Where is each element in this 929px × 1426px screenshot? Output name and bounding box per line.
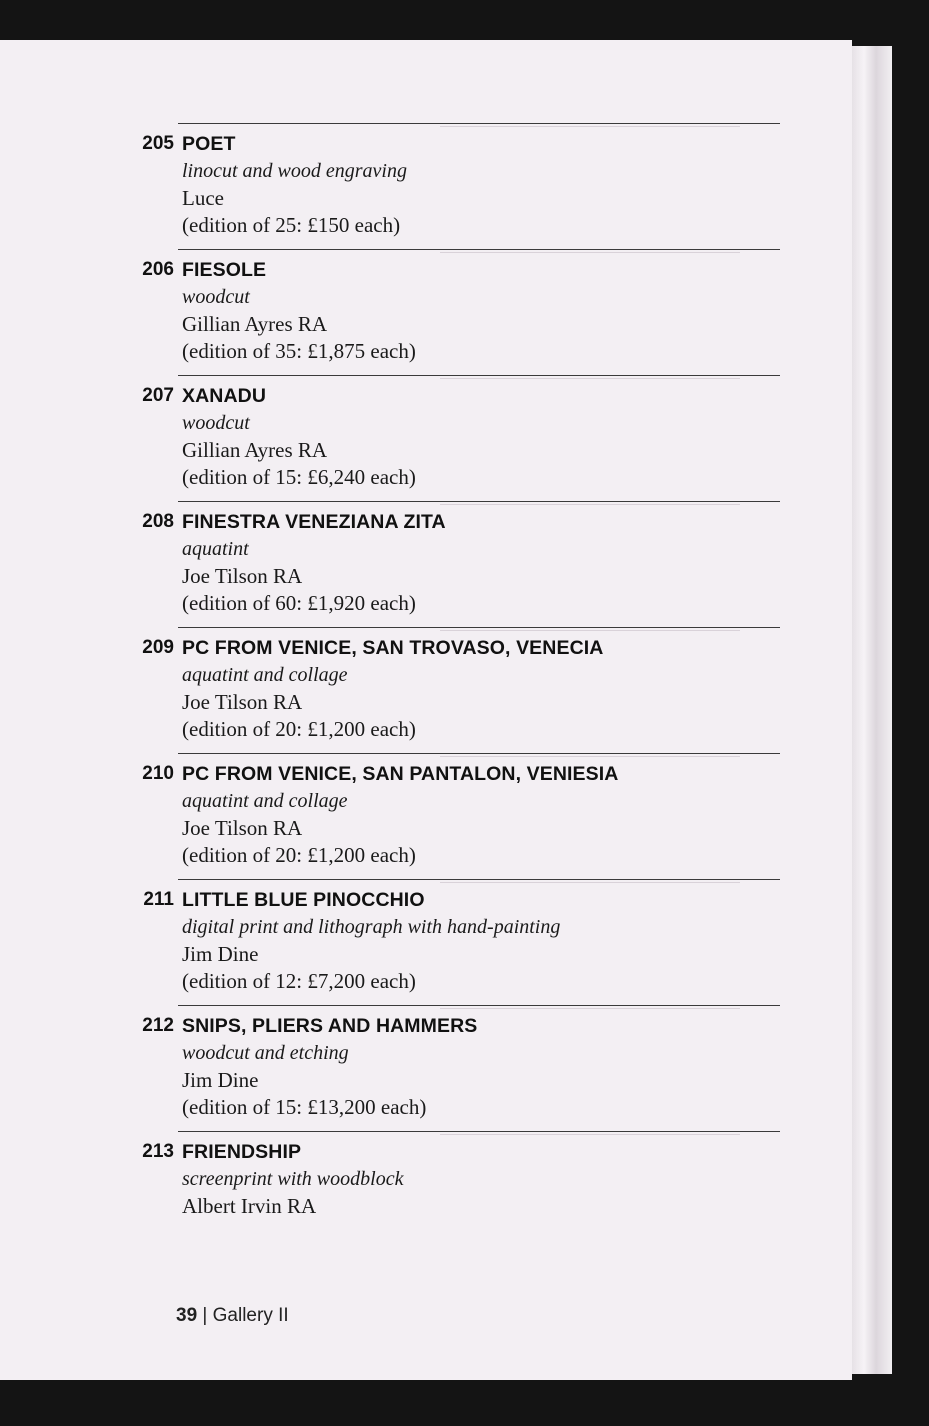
lot-title: POET [182,133,236,155]
lot-number: 207 [142,385,174,406]
lot-medium: woodcut [182,412,250,434]
lot-edition: (edition of 20: £1,200 each) [182,843,416,867]
lot-artist: Gillian Ayres RA [182,312,328,336]
lot-number: 209 [142,637,174,658]
lot-medium: aquatint [182,538,249,560]
entry-rule [178,249,780,250]
lot-edition: (edition of 60: £1,920 each) [182,591,416,615]
lot-number: 205 [142,133,174,154]
entry-rule [178,375,780,376]
lot-title: SNIPS, PLIERS AND HAMMERS [182,1015,478,1037]
lot-artist: Jim Dine [182,1068,259,1092]
lot-edition: (edition of 15: £13,200 each) [182,1095,427,1119]
lot-medium: woodcut and etching [182,1042,349,1064]
lot-medium: digital print and lithograph with hand-painting [182,916,561,938]
lot-artist: Joe Tilson RA [182,564,303,588]
lot-artist: Albert Irvin RA [182,1194,317,1218]
footer-separator: | [202,1305,208,1326]
lot-title: LITTLE BLUE PINOCCHIO [182,889,425,911]
entry-rule [178,1131,780,1132]
lot-edition: (edition of 25: £150 each) [182,213,401,237]
lot-edition: (edition of 15: £6,240 each) [182,465,416,489]
page-number: 39 [176,1305,198,1326]
lot-title: XANADU [182,385,267,407]
lot-number: 210 [142,763,174,784]
lot-edition: (edition of 12: £7,200 each) [182,969,416,993]
lot-edition: (edition of 35: £1,875 each) [182,339,416,363]
page-edge [852,46,892,1374]
lot-medium: aquatint and collage [182,790,348,812]
lot-artist: Joe Tilson RA [182,816,303,840]
entry-rule [178,627,780,628]
lot-title: FRIENDSHIP [182,1141,302,1163]
lot-title: PC FROM VENICE, SAN PANTALON, VENIESIA [182,763,619,785]
entry-rule [178,1005,780,1006]
entry-rule [178,123,780,124]
entry-rule [178,753,780,754]
lot-number: 208 [142,511,174,532]
lot-medium: screenprint with woodblock [182,1168,404,1190]
lot-medium: aquatint and collage [182,664,348,686]
lot-medium: linocut and wood engraving [182,160,407,182]
section-name: Gallery II [212,1305,289,1326]
lot-number: 211 [143,889,174,910]
lot-artist: Joe Tilson RA [182,690,303,714]
entry-rule [178,879,780,880]
lot-title: FINESTRA VENEZIANA ZITA [182,511,446,533]
lot-number: 213 [142,1141,174,1162]
catalogue-page [0,40,852,1380]
entry-rule [178,501,780,502]
lot-medium: woodcut [182,286,250,308]
lot-edition: (edition of 20: £1,200 each) [182,717,416,741]
lot-number: 206 [142,259,174,280]
page-footer [176,1305,289,1327]
lot-artist: Gillian Ayres RA [182,438,328,462]
lot-number: 212 [142,1015,174,1036]
lot-title: FIESOLE [182,259,267,281]
lot-title: PC FROM VENICE, SAN TROVASO, VENECIA [182,637,604,659]
lot-artist: Jim Dine [182,942,259,966]
lot-artist: Luce [182,186,224,210]
